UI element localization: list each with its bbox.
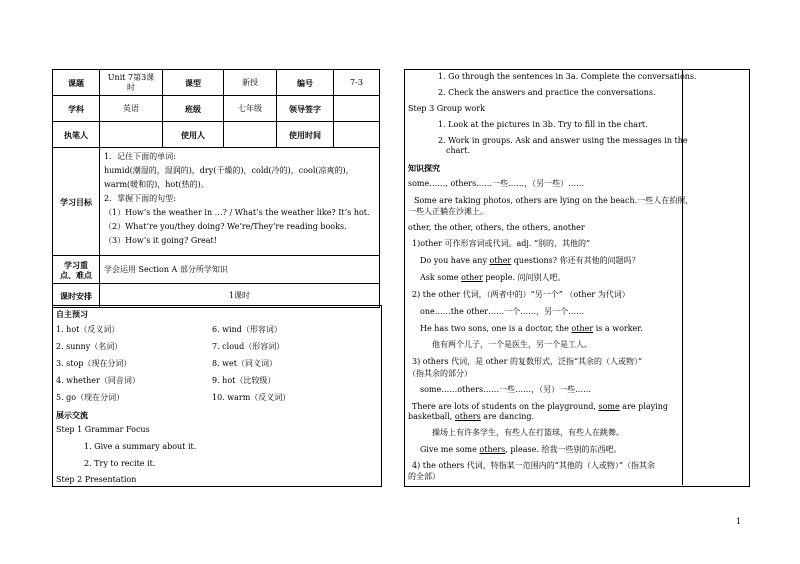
text-segment: Do you have any: [420, 256, 490, 265]
underlined-word: others: [454, 412, 481, 421]
value-title: Unit 7第3课时: [100, 70, 163, 96]
label-user: 使用人: [163, 122, 224, 148]
text-segment: basketball,: [408, 412, 455, 421]
knowledge-line: some……, others……一些……，（另一些）……: [408, 179, 585, 188]
text-segment: is a worker.: [593, 324, 643, 333]
knowledge-line: Some are taking photos, others are lying on the beach.一些人在拍照，: [414, 196, 694, 205]
underlined-word: other: [489, 256, 512, 265]
step-2: Step 2 Presentation: [56, 475, 137, 484]
label-key-points: 学习重点、难点: [53, 256, 100, 284]
label-type: 课型: [163, 70, 224, 96]
goals-cell: [100, 148, 380, 256]
example-sentence: [412, 402, 668, 412]
step-3-item: chart.: [446, 146, 470, 155]
value-number: 7-3: [334, 70, 380, 96]
knowledge-title: 知识探究: [408, 163, 440, 173]
example-sentence: [408, 412, 534, 422]
text-segment: questions? 你还有其他的问题吗？: [511, 256, 640, 265]
goal-line: humid(潮湿的，湿润的)，dry(干燥的)，cold(冷的)，cool(凉爽的)，: [104, 166, 354, 175]
preview-item: 2. sunny（名词）: [56, 342, 123, 351]
text-segment: Give me some: [420, 445, 480, 454]
knowledge-line: 2) the other 代词，（两者中的）“另一个” （other 为代词）: [412, 290, 630, 299]
text-segment: are playing: [619, 402, 668, 411]
preview-item: 10. warm（反义词）: [212, 393, 291, 402]
value-type: 新授: [224, 70, 277, 96]
example-sentence: [420, 324, 643, 334]
label-time: 使用时间: [277, 122, 334, 148]
value-time: [334, 122, 380, 148]
knowledge-line: some……others……一些……，（另）一些……: [420, 385, 592, 394]
knowledge-line: 1)other 可作形容词或代词。adj. “别的，其他的”: [412, 239, 591, 248]
key-points-value: 学会运用 Section A 部分所学知识: [100, 256, 380, 284]
label-hours: 课时安排: [53, 284, 100, 308]
label-author: 执笔人: [53, 122, 100, 148]
step-3: Step 3 Group work: [408, 104, 485, 113]
label-number: 编号: [277, 70, 334, 96]
knowledge-line: 3) others 代词，是 other 的复数形式，泛指“其余的（人或物）”: [412, 357, 643, 366]
text-segment: Ask some: [420, 273, 462, 282]
text-segment: are dancing.: [480, 412, 535, 421]
instruction-line: 2. Check the answers and practice the conversations.: [438, 88, 656, 97]
preview-item: 9. hot（比较级）: [212, 376, 276, 385]
underlined-word: others: [479, 445, 506, 454]
underlined-word: some: [598, 402, 620, 411]
lesson-header-table: [52, 69, 380, 308]
underlined-word: other: [461, 273, 483, 282]
knowledge-line: 的全部）: [408, 472, 440, 481]
show-title: 展示交流: [56, 410, 88, 420]
preview-item: 1. hot（反义词）: [56, 325, 120, 334]
value-grade: 七年级: [224, 96, 277, 122]
underlined-word: other: [571, 324, 594, 333]
example-sentence: [420, 256, 640, 266]
preview-title: 自主预习: [56, 309, 88, 319]
value-subject: 英语: [100, 96, 163, 122]
value-author: [100, 122, 163, 148]
hours-value: 1课时: [100, 284, 380, 308]
page-number: 1: [736, 517, 742, 526]
label-leader: 领导签字: [277, 96, 334, 122]
goal-line: （1）How’s the weather in …? / What’s the weather like? It’s hot.: [104, 208, 370, 217]
text-segment: , please. 给我一些别的东西吧。: [505, 445, 622, 454]
label-subject: 学科: [53, 96, 100, 122]
text-segment: He has two sons, one is a doctor, the: [420, 324, 572, 333]
text-segment: people. 问问别人吧。: [482, 273, 566, 282]
knowledge-line: 一些人正躺在沙滩上。: [408, 207, 488, 216]
example-sentence: [420, 273, 566, 283]
instruction-line: 1. Go through the sentences in 3a. Complete the conversations.: [438, 72, 697, 81]
right-page-margin-divider: [682, 69, 683, 485]
preview-item: 3. stop（现在分词）: [56, 359, 132, 368]
step-1-item: 2. Try to recite it.: [84, 459, 156, 468]
label-goals: 学习目标: [53, 148, 100, 256]
preview-item: 4. whether（同音词）: [56, 376, 140, 385]
knowledge-line: other, the other, others, the others, another: [408, 223, 585, 232]
goal-line: （2）What’re you/they doing? We’re/They’re reading books.: [104, 222, 347, 231]
step-3-item: 2. Work in groups. Ask and answer using the messages in the: [438, 136, 688, 145]
knowledge-line: 操场上有许多学生，有些人在打篮球，有些人在跳舞。: [432, 428, 624, 437]
value-leader: [334, 96, 380, 122]
value-user: [224, 122, 277, 148]
step-1: Step 1 Grammar Focus: [56, 425, 150, 434]
preview-item: 7. cloud（形容词）: [212, 342, 285, 351]
text-segment: There are lots of students on the playground,: [412, 402, 599, 411]
goal-line: （3）How’s it going? Great!: [104, 236, 217, 245]
goal-line: warm(暖和的)，hot(热的)。: [104, 180, 209, 189]
label-grade: 班级: [163, 96, 224, 122]
knowledge-line: 他有两个儿子，一个是医生，另一个是工人。: [432, 340, 592, 349]
step-3-item: 1. Look at the pictures in 3b. Try to fill in the chart.: [438, 120, 648, 129]
step-1-item: 1. Give a summary about it.: [84, 442, 197, 451]
label-title: 课题: [53, 70, 100, 96]
preview-item: 5. go（现在分词）: [56, 393, 125, 402]
goal-line: 2．掌握下面的句型:: [104, 194, 176, 203]
preview-item: 6. wind（形容词）: [212, 325, 282, 334]
knowledge-line: （指其余的部分）: [408, 369, 472, 378]
preview-item: 8. wet（同义词）: [212, 359, 277, 368]
knowledge-line: 4) the others 代词，特指某一范围内的“其他的（人或物）”（指其余: [412, 461, 655, 470]
knowledge-line: one……the other……一个……，另一个……: [420, 307, 585, 316]
goal-line: 1．记住下面的单词:: [104, 152, 176, 161]
example-sentence: [420, 445, 621, 455]
